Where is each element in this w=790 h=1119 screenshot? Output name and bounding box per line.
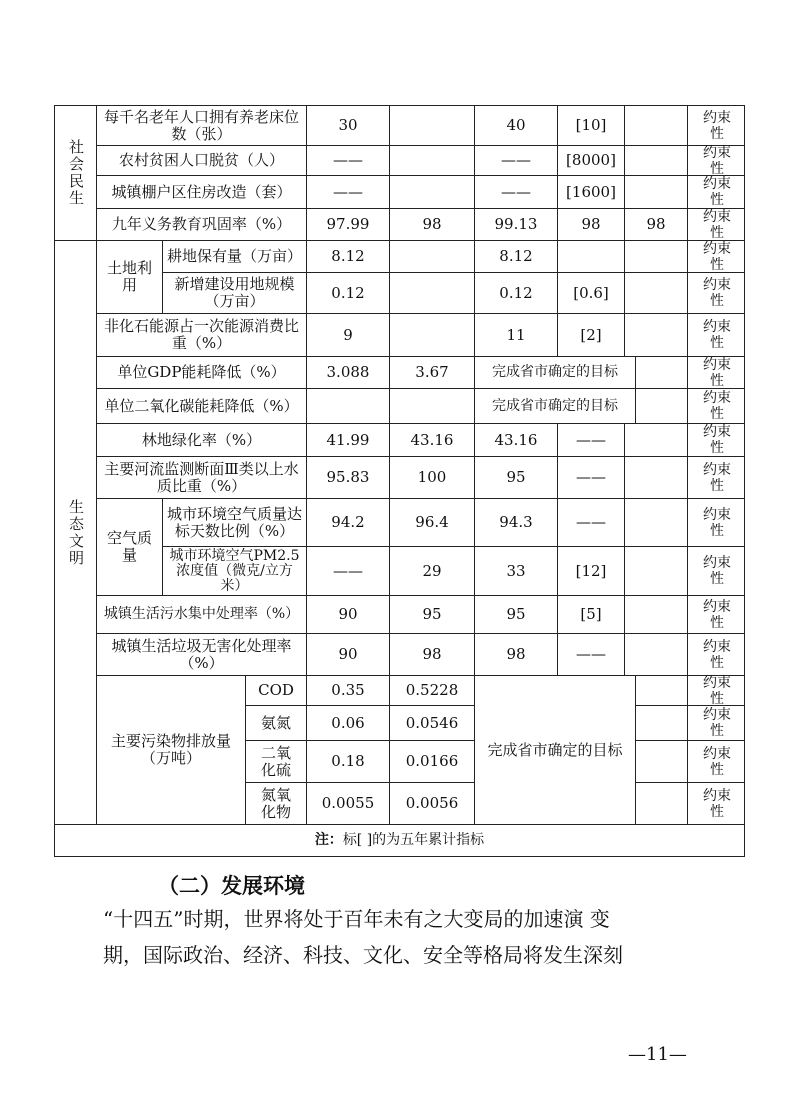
table-row-label: 城镇棚户区住房改造（套） xyxy=(111,182,292,201)
table-row-label: 耕地保有量（万亩） xyxy=(166,247,302,265)
table-cell: 94.3 xyxy=(499,513,533,531)
table-cell: [1600] xyxy=(566,182,616,201)
table-row-label: 城市环境空气质量达标天数比例（%） xyxy=(166,504,302,540)
table-cell-merged: 完成省市确定的目标 xyxy=(492,397,618,414)
table-cell: [12] xyxy=(575,561,607,580)
table-cell: 94.2 xyxy=(331,513,365,531)
table-cell-attr: 约束性 xyxy=(703,390,731,422)
table-row-label: 氨氮 xyxy=(260,713,291,732)
table-cell-attr: 约束性 xyxy=(703,555,731,587)
section-heading: （二）发展环境 xyxy=(158,874,305,898)
table-cell: 0.0546 xyxy=(405,713,459,732)
table-cell: 98 xyxy=(422,215,442,233)
table-cell: 95 xyxy=(506,605,526,623)
table-cell: 40 xyxy=(506,116,526,134)
table-cell: 0.18 xyxy=(331,752,365,770)
table-cell: —— xyxy=(333,182,363,201)
table-cell: 0.12 xyxy=(499,283,533,302)
table-cell: 0.0055 xyxy=(321,794,375,812)
table-cell-attr: 约束性 xyxy=(703,506,731,539)
table-cell: 95 xyxy=(422,605,442,623)
paragraph-line-2: 期，国际政治、经济、科技、文化、安全等格局将发生深刻 xyxy=(103,943,623,967)
section-eco: 生态文明 xyxy=(67,498,85,567)
table-cell: 98 xyxy=(506,645,526,663)
table-row-label: 农村贫困人口脱贫（人） xyxy=(118,151,284,169)
table-cell: 8.12 xyxy=(499,247,533,265)
table-cell: 99.13 xyxy=(494,215,538,233)
paragraph-line-1: “十四五”时期，世界将处于百年未有之大变局的加速演 变 xyxy=(103,907,610,931)
table-cell: 90 xyxy=(338,605,358,623)
table-cell: —— xyxy=(576,645,606,663)
table-cell-attr: 约束性 xyxy=(703,319,731,351)
table-row-label: 城市环境空气PM2.5浓度值（微克/立方米） xyxy=(169,547,300,594)
table-cell-attr: 约束性 xyxy=(703,176,731,208)
table-row-label: 九年义务教育巩固率（%） xyxy=(111,215,292,233)
table-row-label: 林地绿化率（%） xyxy=(141,430,262,449)
table-cell: 41.99 xyxy=(326,430,370,449)
table-row-label: 主要河流监测断面Ⅲ类以上水质比重（%） xyxy=(104,459,299,495)
table-cell: —— xyxy=(501,151,531,169)
table-cell: —— xyxy=(501,182,531,201)
table-cell: [0.6] xyxy=(573,283,609,302)
note-text: 标[ ]的为五年累计指标 xyxy=(342,832,485,848)
table-cell-attr: 约束性 xyxy=(703,240,731,273)
table-cell-merged: 完成省市确定的目标 xyxy=(492,364,618,380)
table-row-label: 二氧化硫 xyxy=(260,743,291,779)
table-cell: 96.4 xyxy=(415,513,449,531)
section-social: 社会民生 xyxy=(67,139,85,207)
table-cell: 0.35 xyxy=(331,681,365,699)
pollutant-merged-target: 完成省市确定的目标 xyxy=(487,740,623,759)
table-cell: 8.12 xyxy=(331,247,365,265)
table-cell: 98 xyxy=(581,215,601,233)
table-cell: 90 xyxy=(338,645,358,663)
table-cell: [2] xyxy=(580,325,602,344)
table-cell: 33 xyxy=(506,561,526,580)
table-cell-attr: 约束性 xyxy=(703,787,731,820)
table-cell-attr: 约束性 xyxy=(703,745,731,778)
table-cell: 0.5228 xyxy=(405,681,459,699)
table-row-label: 城镇生活垃圾无害化处理率（%） xyxy=(111,636,292,672)
table-cell: 98 xyxy=(646,215,666,233)
table-cell: 43.16 xyxy=(410,430,454,449)
table-row-label: 单位GDP能耗降低（%） xyxy=(117,363,286,381)
table-cell: —— xyxy=(333,561,363,580)
note-prefix: 注： xyxy=(314,832,343,848)
table-row-label: COD xyxy=(258,681,294,699)
table-cell: [10] xyxy=(575,116,607,134)
table-cell: 3.088 xyxy=(326,363,370,381)
table-cell: —— xyxy=(576,513,606,531)
table-cell: 9 xyxy=(343,325,353,344)
table-note xyxy=(55,825,744,856)
table-cell: 29 xyxy=(422,561,442,580)
table-cell: 100 xyxy=(417,468,447,486)
group-air: 空气质量 xyxy=(106,529,152,564)
group-land: 土地利用 xyxy=(106,259,152,294)
table-cell-attr: 约束性 xyxy=(703,424,731,456)
table-cell: 0.0166 xyxy=(405,752,459,770)
table-cell-attr: 约束性 xyxy=(703,461,731,494)
table-row-label: 单位二氧化碳能耗降低（%） xyxy=(104,396,299,415)
table-cell: 30 xyxy=(338,116,358,134)
table-cell: —— xyxy=(576,468,606,486)
table-cell-attr: 约束性 xyxy=(703,356,731,389)
table-cell-attr: 约束性 xyxy=(703,638,731,671)
table-cell: [5] xyxy=(580,605,602,623)
table-cell: 95.83 xyxy=(326,468,370,486)
table-cell: 95 xyxy=(506,468,526,486)
table-row-label: 氮氧化物 xyxy=(260,785,291,821)
table-cell: 11 xyxy=(506,325,526,344)
table-cell: 0.12 xyxy=(331,283,365,302)
table-cell: 97.99 xyxy=(326,215,370,233)
table-cell-attr: 约束性 xyxy=(703,707,731,739)
table-cell-attr: 约束性 xyxy=(703,208,731,241)
table-cell-attr: 约束性 xyxy=(703,674,731,707)
table-cell: 0.06 xyxy=(331,713,365,732)
table-cell: 43.16 xyxy=(494,430,538,449)
table-cell: 98 xyxy=(422,645,442,663)
table-cell: —— xyxy=(333,151,363,169)
table-cell: [8000] xyxy=(566,151,616,169)
table-cell: 0.0056 xyxy=(405,794,459,812)
group-pollutant: 主要污染物排放量（万吨） xyxy=(110,732,231,767)
table-row-label: 新增建设用地规模（万亩） xyxy=(174,275,295,310)
table-cell-attr: 约束性 xyxy=(703,109,731,142)
table-cell: 3.67 xyxy=(415,363,449,381)
table-cell-attr: 约束性 xyxy=(703,277,731,309)
table-row-label: 非化石能源占一次能源消费比重（%） xyxy=(103,317,299,352)
table-cell-attr: 约束性 xyxy=(703,144,731,177)
table-row-label: 每千名老年人口拥有养老床位数（张） xyxy=(103,107,299,143)
table-cell: —— xyxy=(576,430,606,449)
table-row-label: 城镇生活污水集中处理率（%） xyxy=(103,606,300,622)
page-number: —11— xyxy=(628,1044,687,1065)
table-cell-attr: 约束性 xyxy=(703,598,731,631)
